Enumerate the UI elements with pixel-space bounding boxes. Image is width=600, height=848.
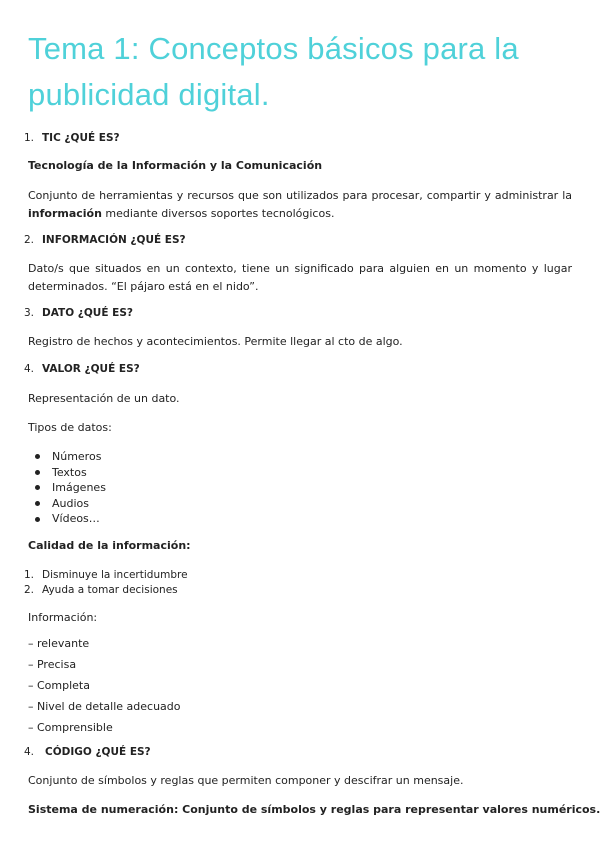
section-heading-label: TIC ¿QUÉ ES? <box>42 132 120 144</box>
informacion-paragraph: Dato/s que situados en un contexto, tiene un significado para alguien en un momento y lugar determinados. “El pájaro está en el nido”. <box>28 262 572 293</box>
section-heading-label: INFORMACIÓN ¿QUÉ ES? <box>42 234 186 246</box>
list-item: Números <box>35 449 106 465</box>
tipos-label: Tipos de datos: <box>28 421 112 434</box>
list-item: Textos <box>35 465 106 481</box>
informacion-item: – Comprensible <box>28 721 113 734</box>
section-number: 1. <box>24 132 35 144</box>
tic-subtitle: Tecnología de la Información y la Comunicación <box>28 159 323 172</box>
informacion-item: – Completa <box>28 679 90 692</box>
tipos-list <box>35 449 106 527</box>
tic-paragraph <box>28 187 572 222</box>
tic-text-bold: información <box>28 206 102 220</box>
valor-paragraph: Representación de un dato. <box>28 392 180 405</box>
section-number: 4. <box>24 746 35 758</box>
calidad-label: Calidad de la información: <box>28 539 191 552</box>
tic-text-b: mediante diversos soportes tecnológicos. <box>101 206 335 220</box>
section-number: 2. <box>24 234 35 246</box>
section-heading-label: CÓDIGO ¿QUÉ ES? <box>45 746 151 758</box>
list-item: Imágenes <box>35 480 106 496</box>
tic-text-a: Conjunto de herramientas y recursos que son utilizados para procesar, compartir y administrar la <box>28 189 572 202</box>
list-item: Audios <box>35 496 106 512</box>
section-heading-label: DATO ¿QUÉ ES? <box>42 307 133 319</box>
list-item-label: Ayuda a tomar decisiones <box>42 584 178 596</box>
informacion-label: Información: <box>28 611 98 624</box>
dato-paragraph: Registro de hechos y acontecimientos. Permite llegar al cto de algo. <box>28 335 403 348</box>
list-item: Vídeos… <box>35 511 106 527</box>
list-number: 2. <box>24 584 35 596</box>
section-number: 4. <box>24 363 35 375</box>
informacion-item: – Nivel de detalle adecuado <box>28 700 181 713</box>
section-heading-label: VALOR ¿QUÉ ES? <box>42 363 140 375</box>
informacion-item: – Precisa <box>28 658 77 671</box>
sistema-paragraph: Sistema de numeración: Conjunto de símbolos y reglas para representar valores numéricos. <box>28 803 600 816</box>
list-item-label: Disminuye la incertidumbre <box>42 569 188 581</box>
page-title: Tema 1: Conceptos básicos para la publicidad digital. <box>28 31 519 112</box>
list-number: 1. <box>24 569 35 581</box>
codigo-paragraph: Conjunto de símbolos y reglas que permiten componer y descifrar un mensaje. <box>28 774 464 787</box>
section-number: 3. <box>24 307 35 319</box>
informacion-item: – relevante <box>28 637 90 650</box>
